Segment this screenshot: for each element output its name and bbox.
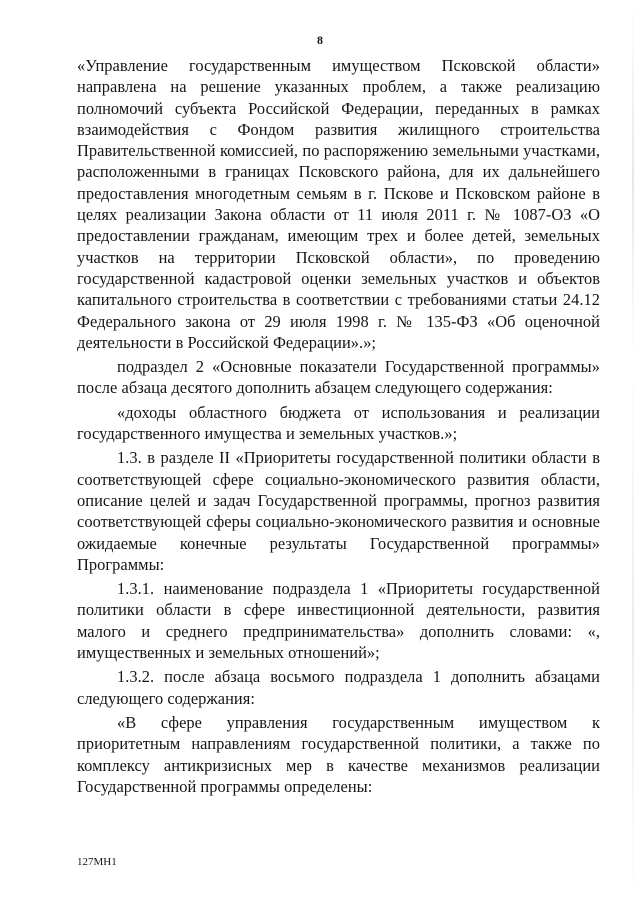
paragraph-section-1-3-2: 1.3.2. после абзаца восьмого подраздела 1 дополнить абзацами следующего содержания: [77,667,600,708]
scan-edge-artifact [632,0,634,905]
paragraph-program-description: «Управление государственным имуществом Псковской области» направлена на решение указанных проблем, а также реализацию полномочий субъекта Российской Федерации, переданных в рамках взаимодействия с Фондом развития жилищного строительства Правительственной комиссией, по распоряжению земельными участками, расположенными в границах Псковского района, для их дальнейшего предоставления многодетным семьям в г. Пскове и Псковском районе в целях реализации Закона области от 11 июля 2011 г. № 1087-ОЗ «О предоставлении гражданам, имеющим трех и более детей, земельных участков на территории Псковской области», по проведению государственной кадастровой оценки земельных участков и объектов капитального строительства в соответствии с требованиями статьи 24.12 Федерального закона от 29 июля 1998 г. № 135-ФЗ «Об оценочной деятельности в Российской Федерации».»; [77,56,600,352]
paragraph-budget-income: «доходы областного бюджета от использования и реализации государственного имущества и земельных участков.»; [77,402,600,444]
document-body [77,55,600,797]
page-number: 8 [317,33,323,47]
paragraph-property-management: «В сфере управления государственным имуществом к приоритетным направлениям государственной политики, а также по комплексу антикризисных мер в качестве механизмов реализации Государственной программы определены: [77,712,600,796]
paragraph-section-1-3: 1.3. в разделе II «Приоритеты государственной политики области в соответствующей сфере социально-экономического развития области, описание целей и задач Государственной программы, прогноз развития соответствующей сферы социально-экономического развития и основные ожидаемые конечные результаты Государственной программы» Программы: [77,448,600,574]
paragraph-section-1-3-1: 1.3.1. наименование подраздела 1 «Приоритеты государственной политики области в сфере инвестиционной деятельности, развития малого и среднего предпринимательства» дополнить словами: «, имущественных и земельных отношений»; [77,579,600,663]
document-code: 127МН1 [77,856,117,868]
paragraph-subsection-2: подраздел 2 «Основные показатели Государственной программы» после абзаца десятого дополнить абзацем следующего содержания: [77,357,600,398]
